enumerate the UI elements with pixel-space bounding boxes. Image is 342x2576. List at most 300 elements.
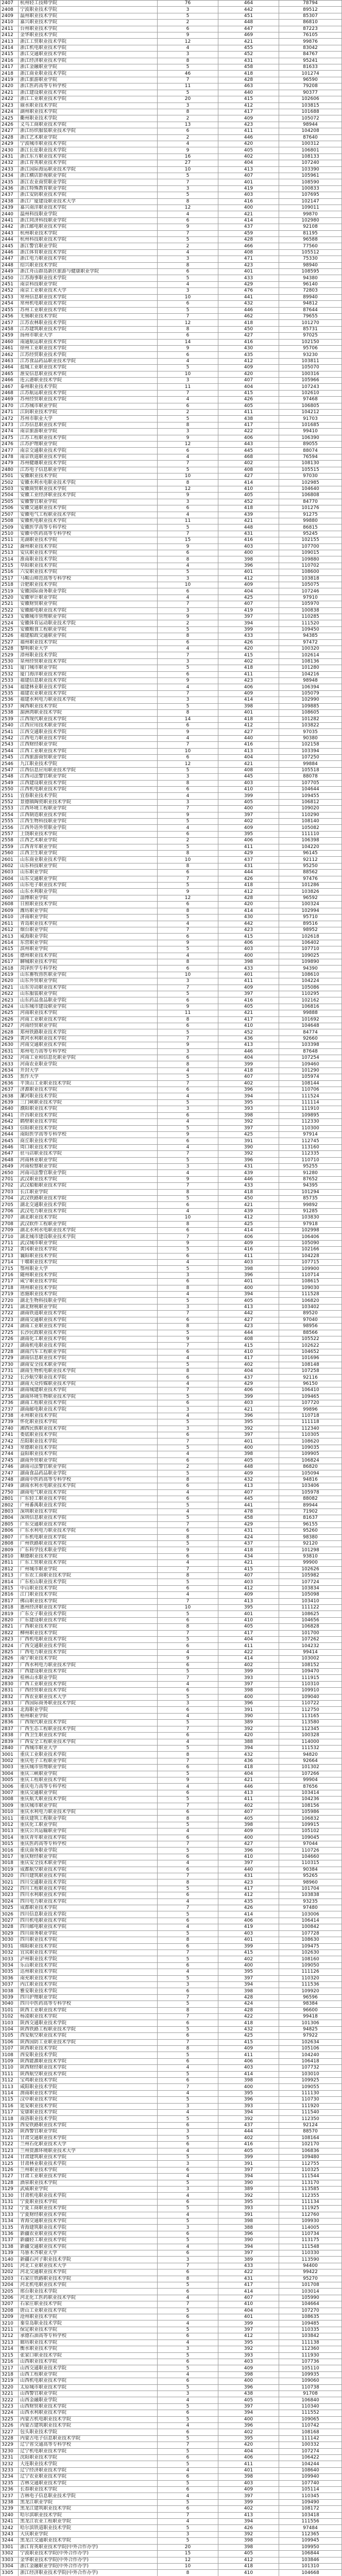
table-row <box>0 20 342 26</box>
table-row <box>0 371 342 378</box>
min-rank-cell: 108610 <box>279 972 342 978</box>
school-name-cell: 西安航空职业技术学院 <box>19 2033 158 2039</box>
school-code-cell: 2616 <box>0 953 19 959</box>
school-name-cell: 杨凌职业技术学院 <box>19 2014 158 2020</box>
school-name-cell: 阜阳职业技术学院 <box>19 563 158 569</box>
plan-count-cell: 5 <box>158 2404 218 2410</box>
min-rank-cell: 103014 <box>279 2289 342 2294</box>
school-code-cell: 3012 <box>0 1822 19 1828</box>
min-rank-cell: 90380 <box>279 736 342 741</box>
school-name-cell: 浙江金融职业学院(中外合作办学) <box>19 2564 158 2569</box>
plan-count-cell: 10 <box>158 371 218 377</box>
min-rank-cell: 111114 <box>279 1100 342 1106</box>
plan-count-cell: 3 <box>158 2346 218 2352</box>
plan-count-cell: 5 <box>158 64 218 70</box>
min-rank-cell: 104652 <box>279 1349 342 1355</box>
min-score-cell: 416 <box>218 2142 279 2147</box>
table-row <box>0 1624 342 1630</box>
plan-count-cell: 6 <box>158 1055 218 1061</box>
min-rank-cell: 93230 <box>279 352 342 358</box>
school-name-cell: 马鞍山师范高等专科学校 <box>19 576 158 582</box>
school-name-cell: 甘肃工业职业技术学院 <box>19 2174 158 2179</box>
min-rank-cell: 95245 <box>279 531 342 537</box>
table-row <box>0 1752 342 1758</box>
school-code-cell: 2449 <box>0 269 19 275</box>
min-score-cell: 420 <box>218 141 279 147</box>
school-code-cell: 2544 <box>0 749 19 754</box>
min-rank-cell: 111544 <box>279 2174 342 2179</box>
school-code-cell: 2480 <box>0 467 19 473</box>
school-code-cell: 2542 <box>0 736 19 741</box>
plan-count-cell: 6 <box>158 832 218 837</box>
table-row <box>0 2506 342 2512</box>
school-code-cell: 2439 <box>0 205 19 211</box>
school-code-cell: 2750 <box>0 1490 19 1496</box>
table-row <box>0 851 342 857</box>
school-name-cell: 西安铁路职业技术学院 <box>19 2123 158 2128</box>
school-name-cell: 湘西民族职业技术学院 <box>19 1426 158 1432</box>
table-row <box>0 103 342 109</box>
school-name-cell: 黎明职业大学 <box>19 646 158 652</box>
plan-count-cell: 5 <box>158 1247 218 1252</box>
school-code-cell: 3202 <box>0 2269 19 2275</box>
school-name-cell: 江苏信息职业技术学院 <box>19 422 158 428</box>
school-code-cell: 2820 <box>0 1618 19 1623</box>
plan-count-cell: 7 <box>158 1036 218 1042</box>
min-rank-cell: 81637 <box>279 1515 342 1521</box>
school-name-cell: 菏泽医学专科学校 <box>19 965 158 971</box>
school-code-cell: 2810 <box>0 1554 19 1560</box>
table-row <box>0 2474 342 2480</box>
table-row <box>0 1215 342 1221</box>
min-score-cell: 396 <box>218 1701 279 1706</box>
min-score-cell: 428 <box>218 895 279 901</box>
min-score-cell: 442 <box>218 921 279 927</box>
school-code-cell: 3119 <box>0 2123 19 2128</box>
school-name-cell: 江西应用技术职业学院 <box>19 723 158 728</box>
min-score-cell: 422 <box>218 1650 279 1655</box>
min-rank-cell: 104208 <box>279 128 342 134</box>
min-score-cell: 408 <box>218 1336 279 1342</box>
min-rank-cell: 92120 <box>279 1541 342 1547</box>
plan-count-cell: 5 <box>158 1100 218 1106</box>
plan-count-cell: 5 <box>158 1515 218 1521</box>
school-name-cell: 江苏工程职业技术学院 <box>19 435 158 441</box>
school-name-cell: 南京旅游职业学院 <box>19 429 158 434</box>
table-row <box>0 723 342 729</box>
school-code-cell: 2417 <box>0 64 19 70</box>
min-rank-cell: 109030 <box>279 1285 342 1291</box>
min-score-cell: 406 <box>218 1918 279 1924</box>
plan-count-cell: 6 <box>158 588 218 594</box>
school-name-cell: 山东药品食品职业学院 <box>19 997 158 1003</box>
min-score-cell: 452 <box>218 52 279 57</box>
school-code-cell: 3203 <box>0 2276 19 2282</box>
min-score-cell: 399 <box>218 2500 279 2505</box>
min-rank-cell: 101302 <box>279 1765 342 1770</box>
school-name-cell: 江西建设职业技术学院 <box>19 781 158 786</box>
plan-count-cell: 6 <box>158 997 218 1003</box>
min-score-cell: 407 <box>218 378 279 383</box>
school-code-cell: 2806 <box>0 1528 19 1534</box>
plan-count-cell: 5 <box>158 1797 218 1802</box>
school-name-cell: 郑州电力高等专科学校 <box>19 1049 158 1055</box>
table-row <box>0 1145 342 1151</box>
table-row <box>0 1854 342 1860</box>
plan-count-cell: 8 <box>158 1937 218 1943</box>
table-row <box>0 2250 342 2257</box>
school-code-cell: 3229 <box>0 2442 19 2448</box>
plan-count-cell: 5 <box>158 2327 218 2333</box>
table-row <box>0 2052 342 2058</box>
plan-count-cell: 5 <box>158 1771 218 1777</box>
min-rank-cell: 109020 <box>279 806 342 811</box>
table-row <box>0 2225 342 2231</box>
school-code-cell: 2701 <box>0 1177 19 1182</box>
table-row <box>0 2500 342 2506</box>
min-rank-cell: 111548 <box>279 2244 342 2250</box>
school-name-cell: 甘肃机电职业技术学院 <box>19 2193 158 2198</box>
min-rank-cell: 106390 <box>279 435 342 441</box>
table-row <box>0 1106 342 1112</box>
min-score-cell: 394 <box>218 2519 279 2524</box>
table-row <box>0 2059 342 2065</box>
school-code-cell: 2812 <box>0 1567 19 1572</box>
table-row <box>0 422 342 429</box>
min-score-cell: 395 <box>218 1605 279 1611</box>
school-code-cell: 2728 <box>0 1349 19 1355</box>
min-score-cell: 413 <box>218 1790 279 1796</box>
min-score-cell: 427 <box>218 473 279 479</box>
plan-count-cell: 3 <box>158 378 218 383</box>
table-row <box>0 1886 342 1892</box>
min-rank-cell: 107700 <box>279 544 342 550</box>
plan-count-cell: 3 <box>158 429 218 434</box>
school-name-cell: 安徽中医药高等专科学校 <box>19 531 158 537</box>
school-code-cell: 3232 <box>0 2461 19 2467</box>
school-name-cell: 武汉船舶职业技术学院 <box>19 1183 158 1189</box>
school-code-cell: 3108 <box>0 2052 19 2058</box>
school-name-cell: 德州职业技术学院 <box>19 953 158 959</box>
min-score-cell: 397 <box>218 1682 279 1687</box>
min-score-cell: 414 <box>218 1656 279 1662</box>
min-rank-cell: 100842 <box>279 1924 342 1930</box>
school-name-cell: 保定职业技术学院 <box>19 2327 158 2333</box>
school-name-cell: 广东工贸职业技术学院 <box>19 1560 158 1566</box>
plan-count-cell: 4 <box>158 793 218 799</box>
min-rank-cell: 107705 <box>279 781 342 786</box>
min-rank-cell: 101286 <box>279 883 342 888</box>
school-name-cell: 台州职业技术学院 <box>19 26 158 32</box>
school-code-cell: 2814 <box>0 1579 19 1585</box>
plan-count-cell: 5 <box>158 1976 218 1981</box>
min-score-cell: 427 <box>218 729 279 735</box>
min-rank-cell: 97035 <box>279 729 342 735</box>
table-row <box>0 250 342 256</box>
min-score-cell: 440 <box>218 736 279 741</box>
plan-count-cell: 5 <box>158 2365 218 2371</box>
min-rank-cell: 109485 <box>279 2320 342 2326</box>
table-row <box>0 1618 342 1624</box>
table-row <box>0 378 342 384</box>
school-code-cell: 2466 <box>0 378 19 383</box>
school-name-cell: 内蒙古机电职业技术学院 <box>19 2417 158 2422</box>
min-rank-cell: 91708 <box>279 2391 342 2397</box>
min-rank-cell: 101306 <box>279 2020 342 2026</box>
school-name-cell: 浙江医药高等专科学校 <box>19 83 158 89</box>
school-name-cell: 浙江东方职业技术学院 <box>19 154 158 160</box>
table-row <box>0 147 342 154</box>
school-name-cell: 湖南大众传媒职业技术学院 <box>19 1381 158 1387</box>
min-score-cell: 397 <box>218 2493 279 2499</box>
min-score-cell: 399 <box>218 2320 279 2326</box>
school-code-cell: 3303 <box>0 2557 19 2563</box>
min-score-cell: 403 <box>218 2065 279 2071</box>
min-score-cell: 393 <box>218 2353 279 2359</box>
table-row <box>0 1611 342 1617</box>
school-code-cell: 2522 <box>0 608 19 614</box>
school-code-cell: 3302 <box>0 2551 19 2556</box>
table-row <box>0 755 342 761</box>
school-code-cell: 3040 <box>0 2001 19 2007</box>
min-rank-cell: 110340 <box>279 2404 342 2410</box>
school-code-cell: 2825 <box>0 1650 19 1655</box>
school-name-cell: 济南职业学院 <box>19 914 158 920</box>
school-code-cell: 3211 <box>0 2327 19 2333</box>
school-code-cell: 2602 <box>0 863 19 869</box>
plan-count-cell: 6 <box>158 1202 218 1208</box>
school-code-cell: 2738 <box>0 1413 19 1419</box>
min-rank-cell: 111130 <box>279 2091 342 2096</box>
table-row <box>0 1879 342 1886</box>
school-name-cell: 聊城职业技术学院 <box>19 959 158 965</box>
plan-count-cell: 10 <box>158 972 218 978</box>
school-name-cell: 淮南职业技术学院 <box>19 556 158 562</box>
table-row <box>0 320 342 326</box>
school-code-cell: 3218 <box>0 2372 19 2378</box>
plan-count-cell: 7 <box>158 231 218 236</box>
min-score-cell: 431 <box>218 58 279 64</box>
min-rank-cell: 99870 <box>279 211 342 217</box>
school-code-cell: 3231 <box>0 2455 19 2461</box>
min-score-cell: 403 <box>218 1579 279 1585</box>
plan-count-cell: 9 <box>158 1336 218 1342</box>
table-row <box>0 1714 342 1720</box>
min-score-cell: 403 <box>218 1260 279 1265</box>
min-score-cell: 440 <box>218 90 279 96</box>
plan-count-cell: 7 <box>158 1803 218 1809</box>
min-rank-cell: 101696 <box>279 1355 342 1361</box>
school-code-cell: 2711 <box>0 1241 19 1246</box>
school-name-cell: 南京铁道职业技术学院 <box>19 454 158 460</box>
min-rank-cell: 100332 <box>279 2442 342 2448</box>
table-row <box>0 282 342 288</box>
min-score-cell: 445 <box>218 1496 279 1502</box>
min-score-cell: 420 <box>218 371 279 377</box>
school-code-cell: 3136 <box>0 2231 19 2237</box>
school-name-cell: 湖南机电职业技术学院 <box>19 1343 158 1348</box>
min-rank-cell: 112760 <box>279 2212 342 2218</box>
plan-count-cell: 6 <box>158 1765 218 1770</box>
plan-count-cell: 8 <box>158 327 218 332</box>
school-code-cell: 2747 <box>0 1470 19 1476</box>
min-score-cell: 397 <box>218 812 279 818</box>
school-name-cell: 山西财贸职业技术学院 <box>19 2404 158 2410</box>
min-score-cell: 405 <box>218 1004 279 1010</box>
school-code-cell: 2471 <box>0 410 19 415</box>
school-name-cell: 安徽工业经济职业技术学院 <box>19 493 158 498</box>
min-rank-cell: 110706 <box>279 1087 342 1093</box>
min-score-cell: 414 <box>218 2289 279 2294</box>
min-rank-cell: 98952 <box>279 927 342 933</box>
table-row <box>0 1023 342 1029</box>
table-row <box>0 1892 342 1899</box>
school-code-cell: 3140 <box>0 2257 19 2262</box>
min-score-cell: 411 <box>218 1643 279 1649</box>
min-rank-cell: 72803 <box>279 288 342 294</box>
min-rank-cell: 99892 <box>279 1202 342 1208</box>
min-score-cell: 418 <box>218 2564 279 2569</box>
plan-count-cell: 5 <box>158 704 218 709</box>
min-score-cell: 446 <box>218 1049 279 1055</box>
school-name-cell: 佛山职业技术学院 <box>19 1599 158 1604</box>
school-code-cell: 3221 <box>0 2391 19 2397</box>
school-name-cell: 苏州市职业大学 <box>19 416 158 421</box>
school-code-cell: 2536 <box>0 697 19 703</box>
school-name-cell: 广西水利电力职业技术学院 <box>19 1663 158 1668</box>
min-rank-cell: 101276 <box>279 505 342 511</box>
min-score-cell: 415 <box>218 391 279 396</box>
min-score-cell: 409 <box>218 825 279 831</box>
school-name-cell: 江西现代职业技术学院 <box>19 717 158 722</box>
school-code-cell: 3238 <box>0 2500 19 2505</box>
min-score-cell: 439 <box>218 1170 279 1176</box>
school-name-cell: 梧州职业学院 <box>19 1714 158 1719</box>
plan-count-cell: 4 <box>158 1560 218 1566</box>
min-score-cell: 429 <box>218 851 279 856</box>
min-score-cell: 421 <box>218 1202 279 1208</box>
table-row <box>0 359 342 365</box>
table-row <box>0 927 342 934</box>
school-code-cell: 2706 <box>0 1209 19 1214</box>
min-score-cell: 431 <box>218 1873 279 1879</box>
school-code-cell: 2546 <box>0 761 19 767</box>
school-name-cell: 岳阳职业技术学院 <box>19 1438 158 1444</box>
min-score-cell: 397 <box>218 1860 279 1866</box>
min-rank-cell: 111556 <box>279 2519 342 2524</box>
table-row <box>0 96 342 103</box>
school-code-cell: 2618 <box>0 965 19 971</box>
school-name-cell: 十堰职业技术学院 <box>19 1260 158 1265</box>
min-score-cell: 407 <box>218 173 279 179</box>
table-row <box>0 595 342 601</box>
plan-count-cell: 11 <box>158 83 218 89</box>
school-code-cell: 2418 <box>0 71 19 76</box>
school-code-cell: 2629 <box>0 1036 19 1042</box>
plan-count-cell: 3 <box>158 1164 218 1170</box>
plan-count-cell: 6 <box>158 1253 218 1259</box>
table-row <box>0 2423 342 2429</box>
school-code-cell: 2712 <box>0 1247 19 1252</box>
table-row <box>0 1650 342 1656</box>
min-rank-cell: 113585 <box>279 2187 342 2192</box>
min-rank-cell: 93810 <box>279 1554 342 1560</box>
plan-count-cell: 9 <box>158 729 218 735</box>
table-row <box>0 2136 342 2142</box>
plan-count-cell: 8 <box>158 2008 218 2013</box>
min-rank-cell: 92660 <box>279 1036 342 1042</box>
table-row <box>0 2493 342 2499</box>
min-score-cell: 402 <box>218 154 279 160</box>
min-rank-cell: 90377 <box>279 90 342 96</box>
table-row <box>0 391 342 397</box>
min-rank-cell: 103406 <box>279 1483 342 1489</box>
school-name-cell: 南充职业技术学院 <box>19 1976 158 1981</box>
school-code-cell: 2641 <box>0 1113 19 1118</box>
school-name-cell: 许昌职业技术学院 <box>19 1113 158 1118</box>
table-row <box>0 1464 342 1470</box>
min-score-cell: 393 <box>218 2104 279 2109</box>
plan-count-cell: 4 <box>158 1119 218 1125</box>
plan-count-cell: 4 <box>158 2110 218 2115</box>
min-score-cell: 397 <box>218 1432 279 1438</box>
school-name-cell: 安徽国际商务职业学院 <box>19 588 158 594</box>
min-score-cell: 400 <box>218 806 279 811</box>
min-score-cell: 448 <box>218 1464 279 1470</box>
min-rank-cell: 97918 <box>279 1222 342 1227</box>
table-row <box>0 672 342 678</box>
plan-count-cell: 5 <box>158 2461 218 2467</box>
school-code-cell: 2607 <box>0 895 19 901</box>
school-code-cell: 3001 <box>0 1752 19 1757</box>
school-code-cell: 2707 <box>0 1215 19 1221</box>
table-row <box>0 2449 342 2455</box>
plan-count-cell: 4 <box>158 211 218 217</box>
min-rank-cell: 93235 <box>279 1899 342 1905</box>
plan-count-cell: 5 <box>158 13 218 19</box>
min-rank-cell: 109040 <box>279 1694 342 1700</box>
school-name-cell: 苏州经贸职业技术学院 <box>19 397 158 402</box>
school-code-cell: 3027 <box>0 1918 19 1924</box>
min-score-cell: 412 <box>218 2333 279 2339</box>
school-code-cell: 3207 <box>0 2301 19 2307</box>
school-code-cell: 3305 <box>0 2570 19 2575</box>
min-score-cell: 438 <box>218 2391 279 2397</box>
school-name-cell: 新疆石河子职业技术学院 <box>19 2257 158 2262</box>
table-row <box>0 1809 342 1816</box>
school-code-cell: 2803 <box>0 1509 19 1515</box>
school-code-cell: 2440 <box>0 211 19 217</box>
min-score-cell: 400 <box>218 1963 279 1969</box>
plan-count-cell: 6 <box>158 1988 218 1994</box>
min-score-cell: 411 <box>218 1797 279 1802</box>
min-score-cell: 420 <box>218 646 279 652</box>
school-code-cell: 2834 <box>0 1707 19 1713</box>
table-row <box>0 160 342 166</box>
min-score-cell: 403 <box>218 1400 279 1406</box>
min-score-cell: 409 <box>218 691 279 697</box>
school-code-cell: 3216 <box>0 2359 19 2365</box>
min-rank-cell: 108168 <box>279 2429 342 2435</box>
plan-count-cell: 5 <box>158 308 218 313</box>
plan-count-cell: 6 <box>158 1113 218 1118</box>
school-name-cell: 南宁职业技术学院 <box>19 1656 158 1662</box>
school-name-cell: 济源职业技术学院 <box>19 1087 158 1093</box>
plan-count-cell: 7 <box>158 742 218 748</box>
plan-count-cell: 6 <box>158 965 218 971</box>
min-score-cell: 391 <box>218 1707 279 1713</box>
school-code-cell: 3209 <box>0 2314 19 2320</box>
